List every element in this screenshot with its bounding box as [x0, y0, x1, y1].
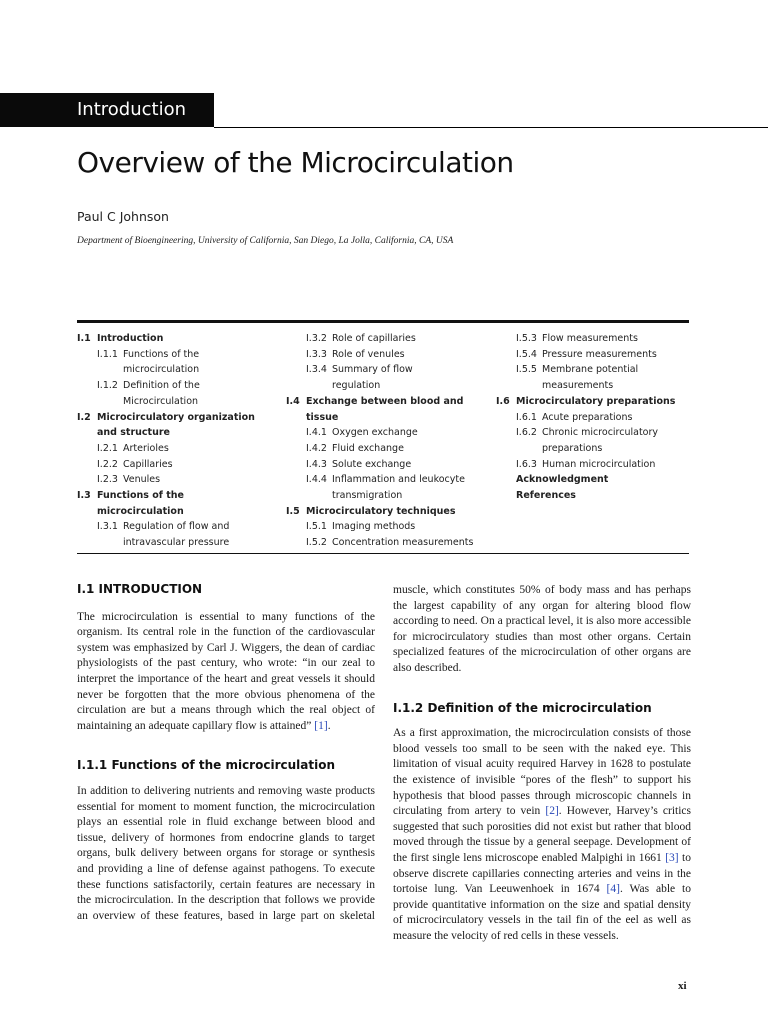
- toc-entry-number: I.6.3: [516, 458, 537, 470]
- toc-entry-text: Microcirculatory techniques: [306, 505, 456, 517]
- toc-entry: [496, 331, 696, 347]
- toc-entry-text: Oxygen exchange: [332, 427, 418, 439]
- toc-entry: [286, 457, 486, 473]
- toc-entry-number: I.5.1: [306, 521, 327, 533]
- toc-entry-text: tissue: [306, 411, 339, 423]
- toc-entry-text: Introduction: [97, 333, 164, 344]
- toc-entry-text: Role of venules: [332, 348, 405, 360]
- toc-entry: [77, 378, 277, 394]
- functions-heading: I.1.1 Functions of the microcirculation: [77, 758, 335, 773]
- toc-entry: [77, 504, 277, 520]
- toc-entry: [286, 519, 486, 535]
- toc-entry: [286, 331, 486, 347]
- citation-link[interactable]: [1]: [314, 719, 328, 732]
- toc-entry-number: I.5: [286, 505, 300, 517]
- toc-entry-text: Acknowledgment: [516, 474, 609, 486]
- toc-entry-text: Microcirculatory organization: [97, 411, 255, 423]
- toc-entry-text: intravascular pressure: [123, 537, 230, 549]
- toc-entry-text: Capillaries: [123, 458, 173, 470]
- toc-entry: [496, 488, 696, 504]
- toc-entry-text: Definition of the: [123, 380, 200, 392]
- toc-entry-text: and structure: [97, 427, 170, 439]
- toc-entry-text: Fluid exchange: [332, 442, 404, 454]
- toc-entry: [286, 347, 486, 363]
- toc-entry-number: I.2.2: [97, 458, 118, 470]
- toc-entry-number: I.1.2: [97, 380, 118, 392]
- toc-entry: [286, 535, 486, 551]
- citation-link[interactable]: [2]: [545, 805, 559, 818]
- toc-entry: [77, 441, 277, 457]
- toc-entry: [286, 378, 486, 394]
- toc-entry-number: I.4.4: [306, 474, 327, 486]
- toc-entry-number: I.2.1: [97, 442, 118, 454]
- toc-entry: [496, 347, 696, 363]
- toc-entry-text: Pressure measurements: [542, 348, 657, 360]
- toc-entry-number: I.5.4: [516, 348, 537, 360]
- toc-entry-text: regulation: [332, 380, 381, 392]
- toc-entry: [77, 425, 277, 441]
- toc-entry-text: preparations: [542, 442, 603, 454]
- toc-entry-text: transmigration: [332, 490, 403, 502]
- toc-entry-text: Solute exchange: [332, 458, 412, 470]
- toc-entry-text: Summary of flow: [332, 364, 413, 376]
- toc-entry-text: Venules: [123, 474, 161, 486]
- toc-entry-number: I.2: [77, 411, 91, 423]
- toc-entry: [77, 347, 277, 363]
- toc-entry-number: I.1.1: [97, 348, 118, 360]
- functions-paragraph-continued: muscle, which constitutes 50% of body mass and has perhaps the largest capability of any organ for altering blood flow according to need. On a practical level, it is also more accessible for microcirculatory studies than most other organs. Certain specialized features of the microcirculation of other organs are also described.: [393, 584, 691, 674]
- definition-heading: I.1.2 Definition of the microcirculation: [393, 700, 652, 715]
- toc-entry-text: microcirculation: [97, 505, 184, 517]
- page-number: xi: [678, 980, 687, 992]
- toc-entry: [496, 410, 696, 426]
- functions-paragraph: In addition to delivering nutrients and removing waste products essential for moment to moment function, the microcirculation plays an essential role in fluid exchange between blood and tissue, delivery of hormones from endocrine glands to target organs, bulk delivery between organs for storage or synthesis and providing a line of defense against pathogens. To execute these functions satisfactorily, certain features are necessary in the microcirculation. In the description that follows we provide an overview of these features, based in large part on skeletal: [77, 784, 375, 922]
- toc-entry-text: Acute preparations: [542, 411, 633, 423]
- toc-entry: [496, 457, 696, 473]
- toc-entry: [496, 472, 696, 488]
- toc-entry-text: Imaging methods: [332, 521, 416, 533]
- toc-entry-number: I.3.3: [306, 348, 327, 360]
- toc-entry: [77, 457, 277, 473]
- toc-column-3: [496, 331, 696, 504]
- toc-entry: [77, 488, 277, 504]
- toc-entry-number: I.5.2: [306, 537, 327, 549]
- toc-entry-text: microcirculation: [123, 364, 200, 376]
- toc-entry: [286, 394, 486, 410]
- toc-entry-text: Chronic microcirculatory: [542, 427, 659, 439]
- toc-column-1: [77, 331, 277, 551]
- toc-entry: [496, 441, 696, 457]
- toc-column-2: [286, 331, 486, 551]
- toc-entry: [77, 519, 277, 535]
- toc-entry: [77, 472, 277, 488]
- toc-entry-text: Inflammation and leukocyte: [332, 474, 465, 486]
- intro-paragraph: The microcirculation is essential to many functions of the organism. Its central role in the function of the cardiovascular system was emphasized by Carl J. Wiggers, the dean of cardiac physiologists of the past century, who wrote: “in our zeal to interpret the importance of the heart and great vessels it should never be forgotten that the more obvious phenomena of the circulation are but a means through which the real object of maintaining an adequate capillary flow is attained” [1].: [77, 610, 375, 732]
- body-column-left: [77, 582, 375, 924]
- toc-entry-text: Concentration measurements: [332, 537, 474, 549]
- toc-entry-number: I.6.2: [516, 427, 537, 439]
- toc-entry-number: I.4: [286, 395, 300, 407]
- body-column-right: [393, 583, 691, 944]
- section-banner: [0, 93, 214, 127]
- section-banner-label: Introduction: [77, 99, 187, 120]
- toc-entry-number: I.2.3: [97, 474, 118, 486]
- citation-link[interactable]: [3]: [665, 851, 679, 864]
- banner-rule: [214, 127, 768, 128]
- article-affiliation: Department of Bioengineering, University of California, San Diego, La Jolla, California, CA, USA: [77, 236, 454, 246]
- toc-entry: [77, 394, 277, 410]
- toc-entry: [286, 410, 486, 426]
- toc-entry-text: Arterioles: [123, 442, 169, 454]
- toc-entry-text: Role of capillaries: [332, 333, 416, 344]
- toc-entry: [286, 488, 486, 504]
- intro-heading: I.1 INTRODUCTION: [77, 582, 203, 596]
- toc-entry-number: I.3.2: [306, 333, 327, 344]
- toc-entry-number: I.3.1: [97, 521, 118, 533]
- toc-entry: [77, 410, 277, 426]
- toc-entry-text: Flow measurements: [542, 333, 638, 344]
- toc-entry-number: I.6.1: [516, 411, 537, 423]
- toc-entry-text: Functions of the: [97, 490, 184, 502]
- toc-entry: [286, 504, 486, 520]
- toc-entry-text: Regulation of flow and: [123, 521, 230, 533]
- toc-entry: [496, 362, 696, 378]
- toc-entry: [77, 362, 277, 378]
- toc-entry: [286, 425, 486, 441]
- toc-entry-number: I.1: [77, 333, 91, 344]
- toc-entry-number: I.3.4: [306, 364, 327, 376]
- article-author: Paul C Johnson: [77, 209, 169, 224]
- toc-entry: [77, 535, 277, 551]
- toc-entry-text: Microcirculation: [123, 395, 199, 407]
- toc-entry: [496, 425, 696, 441]
- toc-bottom-rule: [77, 553, 689, 554]
- toc-entry-text: Human microcirculation: [542, 458, 656, 470]
- citation-link[interactable]: [4]: [606, 883, 620, 896]
- toc-entry-number: I.5.5: [516, 364, 537, 376]
- toc-entry-text: Functions of the: [123, 348, 200, 360]
- toc-entry-number: I.5.3: [516, 333, 537, 344]
- toc-entry-number: I.6: [496, 395, 510, 407]
- toc-entry-number: I.3: [77, 490, 91, 502]
- toc-entry: [286, 362, 486, 378]
- toc-entry: [496, 378, 696, 394]
- toc-top-rule: [77, 320, 689, 323]
- definition-paragraph: As a first approximation, the microcirculation consists of those blood vessels too small to be seen with the naked eye. This limitation of visual acuity required Harvey in 1628 to postulate the existence of invisible “pores of the flesh” to support his hypothesis that blood passes through microscopic channels in circulating from artery to vein [2]. However, Harvey’s critics suggested that such porosities did not exist but rather that blood moved through the tissue by a general seepage. Development of the first single lens microscope enabled Malpighi in 1661 [3] to observe discrete capillaries connecting arteries and veins in the tortoise lung. Van Leeuwenhoek in 1674 [4]. Was able to provide quantitative information on the size and spatial density of microcirculatory vessels in the tail fin of the eel as well as measure the velocity of red cells in these vessels.: [393, 727, 692, 942]
- toc-entry: [286, 472, 486, 488]
- article-title: Overview of the Microcirculation: [77, 146, 514, 179]
- toc-entry-text: Microcirculatory preparations: [516, 395, 676, 407]
- toc-entry-text: measurements: [542, 380, 614, 392]
- toc-entry-text: Membrane potential: [542, 364, 639, 376]
- toc-entry: [286, 441, 486, 457]
- toc-entry-text: Exchange between blood and: [306, 395, 464, 407]
- toc-entry: [496, 394, 696, 410]
- toc-entry-number: I.4.1: [306, 427, 327, 439]
- toc-entry-number: I.4.2: [306, 442, 327, 454]
- toc-entry-number: I.4.3: [306, 458, 327, 470]
- toc-entry: [77, 331, 277, 347]
- toc-entry-text: References: [516, 490, 576, 502]
